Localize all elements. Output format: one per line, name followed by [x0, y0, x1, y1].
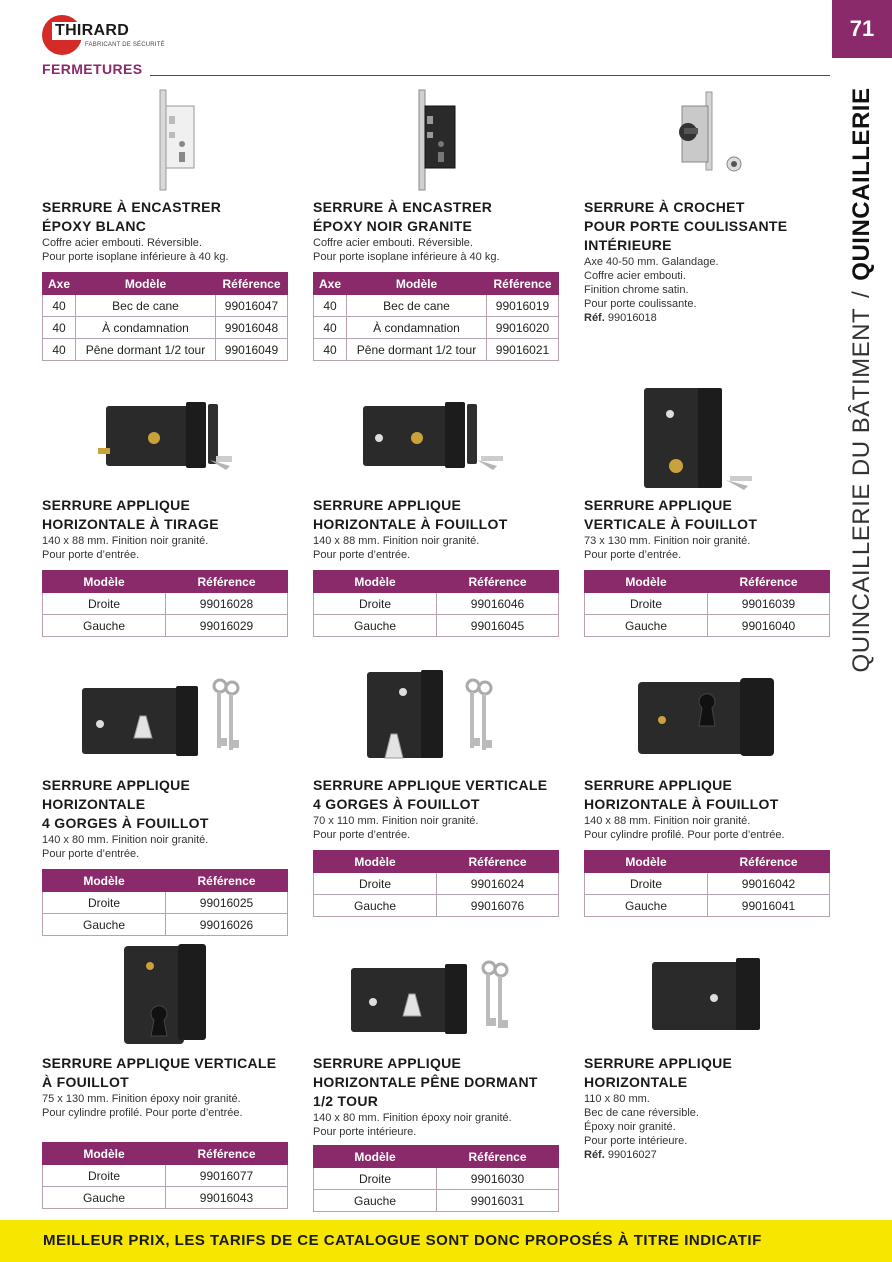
product-card [584, 940, 830, 1162]
product-image [42, 940, 288, 1054]
product-desc-line: 140 x 88 mm. Finition noir granité. [584, 815, 751, 827]
rim-lock-4-lever-horizontal-illustration [42, 668, 288, 776]
table-row [43, 1165, 288, 1187]
cell-reference: 99016020 [487, 317, 559, 339]
cell-reference: 99016047 [216, 295, 288, 317]
product-name-line: SERRURE APPLIQUE [313, 1055, 462, 1071]
cell-reference: 99016021 [487, 339, 559, 361]
product-card [584, 388, 830, 637]
side-title-light: QUINCAILLERIE DU BÂTIMENT [848, 307, 875, 673]
cell-modele: Gauche [314, 1190, 437, 1212]
reference-table [42, 1142, 288, 1209]
product-reference [584, 311, 830, 325]
product-card [584, 88, 830, 325]
product-image [313, 940, 559, 1054]
footer-text: MEILLEUR PRIX, LES TARIFS DE CE CATALOGUE SONT DONC PROPOSÉS À TITRE INDICATIF [43, 1232, 762, 1249]
product-card [42, 940, 288, 1209]
product-name-line: HORIZONTALE À TIRAGE [42, 516, 219, 532]
product-desc-line: Pour porte intérieure. [584, 1135, 688, 1147]
col-modele: Modèle [314, 1146, 437, 1168]
col-modele: Modèle [347, 273, 487, 295]
table-row [585, 873, 830, 895]
table-row [43, 1187, 288, 1209]
product-card [313, 668, 559, 917]
product-card [42, 388, 288, 637]
table-row [585, 593, 830, 615]
rim-lock-cylinder-horizontal-illustration [584, 668, 830, 776]
table-row [314, 339, 559, 361]
cell-reference: 99016019 [487, 295, 559, 317]
side-title-separator: / [848, 290, 875, 298]
table-row [43, 339, 288, 361]
cell-reference: 99016024 [437, 873, 559, 895]
col-axe: Axe [43, 273, 76, 295]
product-reference [584, 1148, 830, 1162]
cell-modele: À condamnation [347, 317, 487, 339]
col-modele: Modèle [76, 273, 216, 295]
cell-reference: 99016045 [437, 615, 559, 637]
reference-table [42, 570, 288, 637]
col-reference: Référence [437, 571, 559, 593]
cell-modele: Droite [314, 873, 437, 895]
side-title-bold: QUINCAILLERIE [848, 87, 875, 281]
col-reference: Référence [487, 273, 559, 295]
product-name-line: 4 GORGES À FOUILLOT [42, 815, 209, 831]
product-desc-line: 75 x 130 mm. Finition époxy noir granité. [42, 1093, 241, 1105]
product-desc-line: 140 x 80 mm. Finition noir granité. [42, 834, 209, 846]
cell-reference: 99016077 [166, 1165, 288, 1187]
product-name-line: HORIZONTALE PÊNE DORMANT [313, 1074, 538, 1090]
reference-table [313, 1145, 559, 1212]
rim-lock-horizontal-pull-illustration [42, 388, 288, 496]
footer-banner [0, 1220, 892, 1262]
product-desc-line: Pour porte d’entrée. [584, 549, 682, 561]
table-row [43, 615, 288, 637]
brand-name: THIRARD [52, 22, 132, 40]
cell-axe: 40 [43, 339, 76, 361]
cell-modele: Droite [585, 873, 708, 895]
col-modele: Modèle [585, 851, 708, 873]
table-row [314, 1168, 559, 1190]
cell-reference: 99016031 [437, 1190, 559, 1212]
product-desc-line: Bec de cane réversible. [584, 1107, 699, 1119]
brand-tagline: FABRICANT DE SÉCURITÉ [85, 42, 165, 48]
product-desc-line: Époxy noir granité. [584, 1121, 676, 1133]
product-name-line: HORIZONTALE [584, 1074, 688, 1090]
col-reference: Référence [708, 851, 830, 873]
cell-reference: 99016076 [437, 895, 559, 917]
reference-table [42, 869, 288, 936]
col-modele: Modèle [43, 870, 166, 892]
product-name-line: POUR PORTE COULISSANTE [584, 218, 788, 234]
cell-modele: Droite [585, 593, 708, 615]
thirard-logo [42, 12, 202, 56]
table-row [43, 295, 288, 317]
product-name-line: 4 GORGES À FOUILLOT [313, 796, 480, 812]
product-desc-line: Coffre acier embouti. Réversible. [42, 237, 202, 249]
table-row [43, 593, 288, 615]
rim-lock-4-lever-vertical-illustration [313, 668, 559, 776]
product-image [42, 388, 288, 496]
cell-reference: 99016025 [166, 892, 288, 914]
product-name-line: SERRURE APPLIQUE [584, 497, 733, 513]
product-card [42, 88, 288, 361]
product-desc-line: Finition chrome satin. [584, 284, 689, 296]
reference-table [584, 850, 830, 917]
product-desc-line: Pour porte isoplane inférieure à 40 kg. [42, 251, 229, 263]
cell-reference: 99016049 [216, 339, 288, 361]
cell-modele: Gauche [43, 615, 166, 637]
col-reference: Référence [437, 851, 559, 873]
table-row [314, 593, 559, 615]
mortise-lock-black-illustration [313, 88, 559, 198]
ref-value: 99016027 [607, 1149, 657, 1161]
product-image [584, 88, 830, 198]
cell-reference: 99016041 [708, 895, 830, 917]
col-reference: Référence [708, 571, 830, 593]
product-name-line: SERRURE APPLIQUE [313, 497, 462, 513]
reference-table [42, 272, 288, 361]
ref-label: Réf. [584, 1149, 605, 1161]
product-name-line: À FOUILLOT [42, 1074, 129, 1090]
product-image [313, 88, 559, 198]
col-reference: Référence [166, 1143, 288, 1165]
product-name-line: SERRURE APPLIQUE VERTICALE [42, 1055, 277, 1071]
rim-lock-cylinder-vertical-illustration [42, 940, 288, 1054]
product-name-line: INTÉRIEURE [584, 237, 672, 253]
table-row [314, 895, 559, 917]
product-desc-line: Coffre acier embouti. Réversible. [313, 237, 473, 249]
cell-modele: Gauche [43, 1187, 166, 1209]
product-desc-line: Coffre acier embouti. [584, 270, 686, 282]
col-modele: Modèle [43, 1143, 166, 1165]
reference-table [584, 570, 830, 637]
table-row [314, 295, 559, 317]
col-modele: Modèle [43, 571, 166, 593]
cell-modele: Gauche [585, 615, 708, 637]
cell-modele: Pêne dormant 1/2 tour [347, 339, 487, 361]
product-desc-line: Pour porte intérieure. [313, 1126, 417, 1138]
product-desc-line: Pour porte d’entrée. [42, 848, 140, 860]
cell-modele: Droite [43, 593, 166, 615]
cell-modele: À condamnation [76, 317, 216, 339]
col-reference: Référence [166, 870, 288, 892]
product-image [584, 388, 830, 496]
product-desc-line: 110 x 80 mm. [584, 1093, 650, 1105]
cell-modele: Pêne dormant 1/2 tour [76, 339, 216, 361]
cell-reference: 99016028 [166, 593, 288, 615]
product-desc-line: 140 x 80 mm. Finition époxy noir granité. [313, 1112, 512, 1124]
product-name-line: SERRURE APPLIQUE HORIZONTALE [42, 777, 191, 812]
cell-axe: 40 [314, 317, 347, 339]
product-image [584, 668, 830, 776]
col-reference: Référence [216, 273, 288, 295]
cell-modele: Gauche [314, 615, 437, 637]
mortise-lock-white-illustration [42, 88, 288, 198]
cell-reference: 99016040 [708, 615, 830, 637]
col-modele: Modèle [314, 571, 437, 593]
table-row [314, 317, 559, 339]
product-name-line: SERRURE À ENCASTRER [42, 199, 222, 215]
product-name-line: SERRURE APPLIQUE [584, 1055, 733, 1071]
table-row [314, 1190, 559, 1212]
cell-reference: 99016042 [708, 873, 830, 895]
rim-lock-deadbolt-horizontal-illustration [313, 940, 559, 1054]
product-name-line: SERRURE APPLIQUE [584, 777, 733, 793]
product-card [313, 940, 559, 1212]
rim-lock-latch-horizontal-illustration [584, 940, 830, 1054]
table-row [585, 615, 830, 637]
product-image [313, 388, 559, 496]
cell-modele: Gauche [43, 914, 166, 936]
product-image [584, 940, 830, 1054]
product-image [313, 668, 559, 776]
product-name-line: HORIZONTALE À FOUILLOT [313, 516, 508, 532]
cell-axe: 40 [314, 295, 347, 317]
product-desc-line: Pour porte coulissante. [584, 298, 697, 310]
cell-modele: Droite [314, 1168, 437, 1190]
cell-reference: 99016030 [437, 1168, 559, 1190]
cell-modele: Droite [43, 892, 166, 914]
cell-reference: 99016043 [166, 1187, 288, 1209]
cell-modele: Droite [43, 1165, 166, 1187]
product-desc-line: 140 x 88 mm. Finition noir granité. [313, 535, 480, 547]
product-desc-line: Pour porte d’entrée. [42, 549, 140, 561]
cell-modele: Droite [314, 593, 437, 615]
product-name-line: SERRURE À CROCHET [584, 199, 745, 215]
product-desc-line: Pour porte d’entrée. [313, 549, 411, 561]
cell-axe: 40 [43, 317, 76, 339]
cell-modele: Bec de cane [76, 295, 216, 317]
table-row [585, 895, 830, 917]
product-name-line: ÉPOXY NOIR GRANITE [313, 218, 473, 234]
cell-axe: 40 [314, 339, 347, 361]
product-name-line: 1/2 TOUR [313, 1093, 379, 1109]
cell-modele: Gauche [585, 895, 708, 917]
product-name-line: HORIZONTALE À FOUILLOT [584, 796, 779, 812]
product-name-line: SERRURE À ENCASTRER [313, 199, 493, 215]
cell-reference: 99016046 [437, 593, 559, 615]
product-name-line: VERTICALE À FOUILLOT [584, 516, 758, 532]
table-row [314, 615, 559, 637]
hook-lock-chrome-illustration [584, 88, 830, 198]
product-desc-line: Pour cylindre profilé. Pour porte d’entrée. [584, 829, 785, 841]
ref-label: Réf. [584, 312, 605, 324]
cell-modele: Gauche [314, 895, 437, 917]
col-modele: Modèle [585, 571, 708, 593]
cell-axe: 40 [43, 295, 76, 317]
page-number: 71 [832, 0, 892, 58]
product-card [584, 668, 830, 917]
reference-table [313, 850, 559, 917]
table-row [314, 873, 559, 895]
product-desc-line: Axe 40-50 mm. Galandage. [584, 256, 719, 268]
product-name-line: SERRURE APPLIQUE [42, 497, 191, 513]
product-name-line: ÉPOXY BLANC [42, 218, 147, 234]
col-axe: Axe [314, 273, 347, 295]
product-image [42, 88, 288, 198]
reference-table [313, 570, 559, 637]
product-desc-line: 70 x 110 mm. Finition noir granité. [313, 815, 479, 827]
product-desc-line: Pour porte d’entrée. [313, 829, 411, 841]
rim-lock-horizontal-illustration [313, 388, 559, 496]
product-card [42, 668, 288, 936]
ref-value: 99016018 [607, 312, 657, 324]
col-reference: Référence [437, 1146, 559, 1168]
product-card [313, 88, 559, 361]
product-desc-line: 73 x 130 mm. Finition noir granité. [584, 535, 751, 547]
table-row [43, 317, 288, 339]
section-divider [150, 75, 830, 76]
product-card [313, 388, 559, 637]
section-title: FERMETURES [42, 61, 143, 77]
table-row [43, 892, 288, 914]
product-desc-line: 140 x 88 mm. Finition noir granité. [42, 535, 209, 547]
cell-reference: 99016029 [166, 615, 288, 637]
reference-table [313, 272, 559, 361]
col-modele: Modèle [314, 851, 437, 873]
cell-reference: 99016048 [216, 317, 288, 339]
product-name-line: SERRURE APPLIQUE VERTICALE [313, 777, 548, 793]
product-desc-line: Pour porte isoplane inférieure à 40 kg. [313, 251, 500, 263]
col-reference: Référence [166, 571, 288, 593]
table-row [43, 914, 288, 936]
cell-reference: 99016026 [166, 914, 288, 936]
product-image [42, 668, 288, 776]
cell-modele: Bec de cane [347, 295, 487, 317]
rim-lock-vertical-illustration [584, 388, 830, 496]
cell-reference: 99016039 [708, 593, 830, 615]
product-desc-line: Pour cylindre profilé. Pour porte d’entrée. [42, 1107, 243, 1119]
